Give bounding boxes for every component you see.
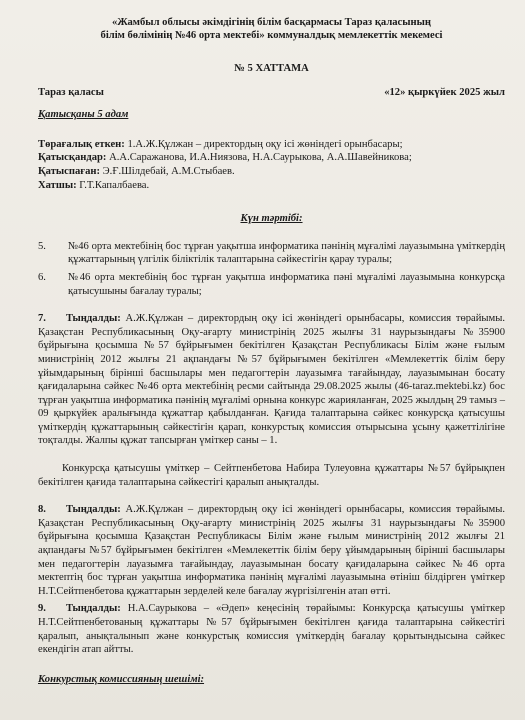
participants-label: Қатысқандар: xyxy=(38,152,107,164)
listened-text: А.Ж.Құлжан – директордың оқу ісі жөніндегі орынбасары, комиссия төрайымы. Қазақстан Республикасының Оқу-ағарту министрінің 2025 жылғы 31 наурызындағы №35900 бұйрығына қосымша №57 бұйрығымен бекітілген Қазақстан Республикасы Білім және ғылым министрінің 2012 жылғы 21 ақпандағы №57 бұйрығымен бекітілген «Мемлекеттік білім беру ұйымдарының бірінші басшылары мен педагогтерін лауазымға тағайындау, лауазымынан босату қағидаларына сәйкес №46 орта мектебінің ресми сайтында 29.08.2025 жылы (46-taraz.mektebi.kz) бос тұрған уақытша информатика пәнінің мұғалімі орнына конкурс жарияланған, 2025 жылдың 29 тамыз – 09 қыркүйек аралығында құжаттар қабылданған. Қағида талаптарына сәйкес конкурсқа қатысушы үміткердің құжаттарының сәйкестігін қарап, конкурстық комиссия отырысына ұсыну қажеттілігіне тоқталды. Жалпы құжат тапсырған үміткер саны – 1. xyxy=(38,313,505,447)
secretary-line xyxy=(38,179,505,193)
agenda-title: Күн тәртібі: xyxy=(240,213,303,225)
listened-item xyxy=(38,602,505,656)
agenda-item-text: №46 орта мектебінің бос тұрған уақытша информатика пәнінің мұғалімі лауазымына үміткердің құжаттарының үлгілік біліктілік талаптарына сәйкестігін қарау туралы; xyxy=(68,240,505,266)
listened-item xyxy=(38,312,505,448)
listened-item xyxy=(38,503,505,598)
agenda-item-text: №46 орта мектебінің бос тұрған уақытша информатика пәні мұғалімі лауазымына конкурсқа қатысушыны бағалау туралы; xyxy=(68,271,505,297)
document-number: № 5 ХАТТАМА xyxy=(234,63,309,74)
secretary-label: Хатшы: xyxy=(38,179,77,191)
chair-value: 1.А.Ж.Құлжан – директордың оқу ісі жөніндегі орынбасары; xyxy=(124,138,403,150)
participants-line xyxy=(38,151,505,165)
absent-value: Э.Ғ.Шілдебай, А.М.Стыбаев. xyxy=(100,165,235,177)
listened-number: 8. xyxy=(38,504,46,516)
city-date-row xyxy=(38,86,505,100)
roles-block xyxy=(38,138,505,192)
agenda-item xyxy=(38,240,505,267)
agenda-item-number: 5. xyxy=(38,240,46,252)
chair-line xyxy=(38,138,505,152)
listened-text: Н.А.Саурыкова – «Әдеп» кеңесінің төрайымы: Конкурсқа қатысушы үміткер Н.Т.Сейтпенбетованың құжаттары №57 бұйрығымен бекітілген қағида талаптарына сәйкестігі қаралып, анықталынып және конкурстық комиссия үміткердің бағалау қорытындысына сәйкес екендігін атап айтты. xyxy=(38,603,505,656)
chair-label: Төрағалық еткен: xyxy=(38,138,125,150)
decision-title: Конкурстық комиссияның шешімі: xyxy=(38,673,205,685)
agenda-item-number: 6. xyxy=(38,271,46,283)
absent-label: Қатыспаған: xyxy=(38,165,101,177)
header-line-1: «Жамбыл облысы әкімдігінің білім басқармасы Тараз қаласының xyxy=(111,17,432,28)
city: Тараз қаласы xyxy=(38,86,104,98)
listened-text: А.Ж.Құлжан – директордың оқу ісі жөніндегі орынбасары, комиссия төрайымы. Қазақстан Республикасының Оқу-ағарту министрінің 2025 жылғы 31 наурызындағы №35900 бұйрығына қосымша Қазақстан Республикасы Білім және ғылым министрінің 2012 жылғы 21 ақпандағы №57 бұйрығымен бекітілген «Мемлекеттік білім беру ұйымдарының бірінші басшылары мен педагогтерін лауазымға тағайындау, лауазымынан босату қағидаларына сәйкес №46 орта мектептің бос тұрған уақытша информатика пәнінің мұғалімі лауазымына өтініш білдірген үміткер Н.Т.Сейтпенбетова құжаттарын зерделей келе бағалау жүргізілгенін атап өтті. xyxy=(38,504,505,597)
listened-number: 7. xyxy=(38,313,46,325)
listened-label: Тыңдалды: xyxy=(66,504,121,516)
listened-label: Тыңдалды: xyxy=(66,603,121,615)
absent-line xyxy=(38,165,505,179)
document-header xyxy=(38,16,505,42)
listened-number: 9. xyxy=(38,603,46,615)
attendees-count: Қатысқаны 5 адам xyxy=(38,109,129,121)
header-line-2: білім бөлімінің №46 орта мектебі» коммуналдық мемлекеттік мекемесі xyxy=(100,30,443,41)
participants-value: А.А.Саражанова, И.А.Ниязова, Н.А.Саурыкова, А.А.Шавейникова; xyxy=(106,152,412,164)
date: «12» қыркүйек 2025 жыл xyxy=(384,86,505,98)
secretary-value: Г.Т.Капалбаева. xyxy=(76,179,150,191)
candidate-note: Конкурсқа қатысушы үміткер – Сейтпенбетова Набира Тулеуовна құжаттары №57 бұйрықпен бекітілген қағида талаптарына сәйкестігі қаралып анықталды. xyxy=(38,463,505,488)
listened-label: Тыңдалды: xyxy=(66,313,121,325)
agenda-item xyxy=(38,271,505,298)
